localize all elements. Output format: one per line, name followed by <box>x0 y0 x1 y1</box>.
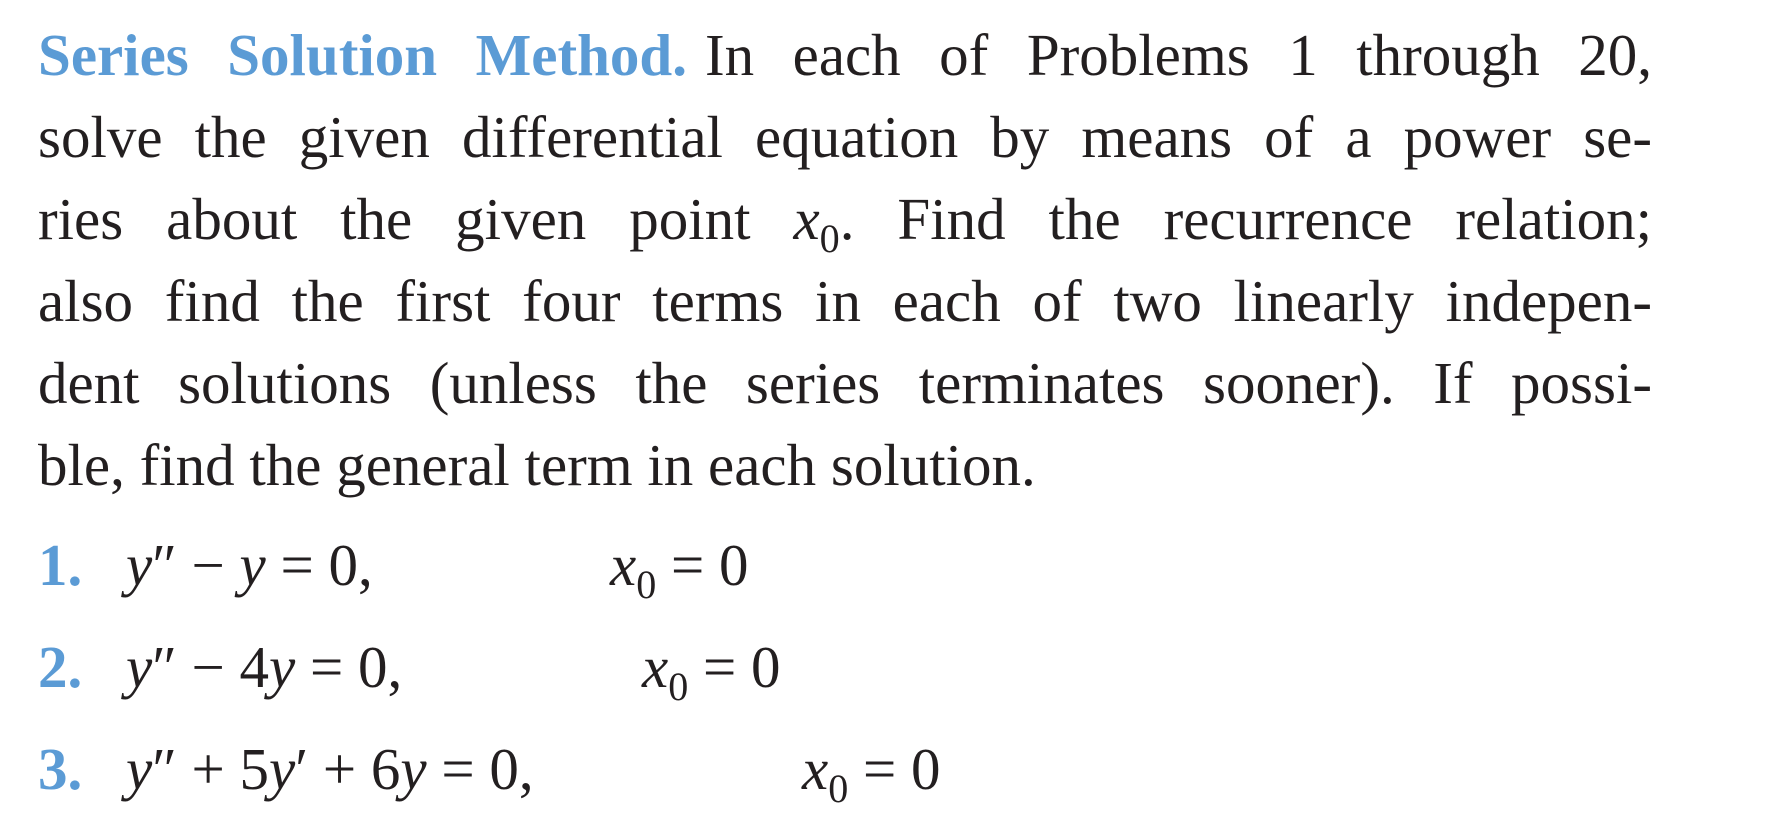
point-subscript: 0 <box>668 663 689 709</box>
eq-operator: + 6 <box>308 736 401 802</box>
eq-y: y <box>239 532 266 598</box>
eq-tail: = 0, <box>265 532 373 598</box>
point-letter: x <box>802 736 829 802</box>
problem-equation <box>126 524 373 606</box>
eq-y: y <box>126 532 153 598</box>
eq-y: y <box>269 736 296 802</box>
instructions-line-5: dent solutions (unless the series terminates sooner). If possi- <box>38 350 1652 416</box>
problem-equation <box>126 728 534 810</box>
section-heading: Series Solution Method. <box>38 22 687 88</box>
instructions-text-3b: . Find the recurrence relation; <box>839 186 1652 252</box>
eq-operator: + 5 <box>176 736 270 802</box>
problem-item <box>38 728 1738 830</box>
problem-number: 2. <box>38 634 83 700</box>
instructions-line-4: also find the first four terms in each of two linearly indepen- <box>38 268 1652 334</box>
point-variable-letter: x <box>793 186 820 252</box>
eq-operator: − 4 <box>176 634 270 700</box>
point-variable <box>793 186 840 261</box>
instructions-line-3 <box>38 178 1652 260</box>
point-letter: x <box>610 532 637 598</box>
point-value: = 0 <box>848 736 941 802</box>
instructions-text-1: In each of Problems 1 through 20, <box>704 22 1652 88</box>
eq-tail: = 0, <box>295 634 403 700</box>
eq-prime: ′ <box>295 736 309 802</box>
expansion-point <box>802 728 941 810</box>
problem-list <box>38 524 1738 830</box>
point-variable-subscript: 0 <box>819 215 840 261</box>
problem-item <box>38 524 1738 626</box>
eq-double-prime: ″ <box>152 736 177 802</box>
eq-double-prime: ″ <box>152 532 177 598</box>
point-subscript: 0 <box>828 765 849 811</box>
problem-equation <box>126 626 402 708</box>
expansion-point <box>642 626 781 708</box>
eq-operator: − <box>176 532 240 598</box>
eq-double-prime: ″ <box>152 634 177 700</box>
problem-number: 1. <box>38 532 83 598</box>
eq-tail: = 0, <box>426 736 534 802</box>
page <box>38 14 1738 830</box>
instructions-line-2: solve the given differential equation by means of a power se- <box>38 104 1652 170</box>
instructions-line-1 <box>38 14 1652 96</box>
eq-y: y <box>400 736 427 802</box>
eq-y: y <box>126 634 153 700</box>
instructions-paragraph <box>38 14 1738 506</box>
eq-y: y <box>269 634 296 700</box>
instructions-line-6: ble, find the general term in each solution. <box>38 432 1036 498</box>
problem-item <box>38 626 1738 728</box>
instructions-text-3a: ries about the given point <box>38 186 794 252</box>
point-subscript: 0 <box>636 561 657 607</box>
problem-number: 3. <box>38 736 83 802</box>
point-value: = 0 <box>688 634 781 700</box>
point-letter: x <box>642 634 669 700</box>
point-value: = 0 <box>656 532 749 598</box>
expansion-point <box>610 524 749 606</box>
eq-y: y <box>126 736 153 802</box>
